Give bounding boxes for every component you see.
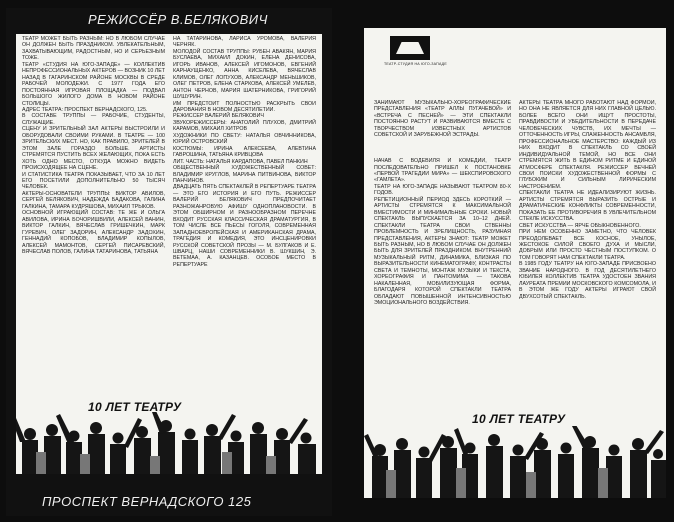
right-columns: [374, 100, 656, 440]
left-crowd-silhouette: [16, 412, 322, 474]
right-column-2: АКТЕРЫ ТЕАТРА МНОГО РАБОТАЮТ НАД ФОРМОЙ, НО ОНА НЕ ЯВЛЯЕТСЯ ДЛЯ НИХ ГЛАВНОЙ ЦЕЛЬЮ. БОЛЕЕ ВСЕГО ОНИ ИЩУТ ПРОСТОТЫ, ПРАВДИВОСТИ И УБЕДИТЕЛЬНОСТИ В ПЕРЕДАЧЕ ЧЕЛОВЕЧЕСКИХ ЧУВСТВ, ИХ МЕЧТЫ — ОТТОЧЕННОСТЬ ИГРЫ, СЛАЖЕННОСТЬ АНСАМБЛЯ, ПРОФЕССИОНАЛЬНОЕ МАСТЕРСТВО: КАЖДЫЙ ИЗ НИХ ВХОДИТ В СПЕКТАКЛЬ СО СВОЕЙ ИНДИВИДУАЛЬНОЙ ТЕМОЙ, НО ВСЕ ОНИ СТРЕМЯТСЯ ЖИТЬ В ЕДИНОМ РИТМЕ И ЕДИНОЙ АТМОСФЕРЕ СПЕКТАКЛЯ. РЕЖИССЕР ВЕЧНЕЙ СВОИ ПОИСКИ ХУДОЖЕСТВЕННОЙ ФОРМЫ С ГЛУБОКИМ И СИЛЬНЫМ ЛИРИЧЕСКИМ НАСТРОЕНИЕМ. СПЕКТАКЛИ ТЕАТРА НЕ ИДЕАЛИЗИРУЮТ ЖИЗНЬ. АРТИСТЫ СТРЕМЯТСЯ ВЫРАЗИТЬ ОСТРЫЕ И ДРАМАТИЧЕСКИЕ КОНФЛИКТЫ СОВРЕМЕННОСТИ, ПОКАЗАТЬ ЕЕ ПРОТИВОРЕЧИЯ В УВЛЕЧИТЕЛЬНОМ СТЕКЛЕ ИСКУССТВА. СВЕТ ИСКУССТВА — ЯРЧЕ ОБЫКНОВЕННОГО. ПРИ НЕМ ОСОБЕННО ЗАМЕТНО, ЧТО ЧЕЛОВЕК ПРЕОДОЛЕВАЕТ ВСЕ КОСНОЕ, УНЫЛОЕ, ЖЕСТОКОЕ СИЛОЙ СВОЕГО ДУХА И МЫСЛИ, ДОБРЫМ ИЛИ ПРОСТО ЧЕСТНЫМ ПОСТУПКОМ. О ТОМ ГОВОРЯТ НАМ СПЕКТАКЛИ ТЕАТРА. В 1985 ГОДУ ТЕАТРУ НА ЮГО-ЗАПАДЕ ПРИСВОЕНО ЗВАНИЕ НАРОДНОГО. В ГОД ДЕСЯТИЛЕТНЕГО ЮБИЛЕЯ КОЛЛЕКТИВ ТЕАТРА УДОСТОЕН ЗВАНИЯ ЛАУРЕАТА ПРЕМИИ МОСКОВСКОГО КОМСОМОЛА, И В ЭТОМ ЖЕ ГОДУ АКТЕРЫ ИГРАЮТ СВОЙ ДВУХСОТЫЙ СПЕКТАКЛЬ.: [519, 100, 656, 300]
left-column-2: НА ТАТАРИНОВА, ЛАРИСА УРОМОВА, ВАЛЕРИЯ ЧЕРНЯК. МОЛОДОЙ СОСТАВ ТРУППЫ: РУБЕН АВАКЯН, МАРИЯ БУСЛАЕВА, МИХАИЛ ДОКИН, ЕЛЕНА ДЕНИСОВА, ИГОРЬ ИВАНОВ, АЛЕКСЕЙ ИГОМОНОВ, ЕВГЕНИЙ КАРНАУЩЕНКО, АННА КИСЕЛЕВА, ВЯЧЕСЛАВ КЛИМОВ, ОЛЕГ ЛОПУХОВ, АЛЕКСАНДР МЕНЬШИКОВ, ОЛЕГ ПЕТРОВ, ЕЛЕНА СТАРКОВА, АЛЕКСЕЙ УМЕЛЕВ, АНТОН ЧЕРНОВ, МАРИЯ ШАТЕРНИКОВА, ГРИГОРИЙ ШУШУРИН. ИМ ПРЕДСТОИТ ПОЛНОСТЬЮ РАСКРЫТЬ СВОИ ДАРОВАНИЯ В НОВОМ ДЕСЯТИЛЕТИИ. РЕЖИССЕР ВАЛЕРИЙ БЕЛЯКОВИЧ ЗВУКОРЕЖИССЕРЫ: АНАТОЛИЙ ПЛУХОВ, ДМИТРИЙ КАРАМОВ, МИХАИЛ ХИТРОВ ХУДОЖНИКИ ПО СВЕТУ: НАТАЛЬЯ ОВЧИННИКОВА, ЮРИЙ ОСТРОВСКИЙ КОСТЮМЫ: ИРИНА АЛЕКСЕЕВА, АЛЕВТИНА ГАВРОШИНА, ТАТЬЯНА КРИВЦОВА ЛИТ. ЧАСТЬ: НАТАЛЬЯ КАРДАПОВА, ПАВЕЛ ПАНКИН ОБЩЕСТВЕННЫЙ ХУДОЖЕСТВЕННЫЙ СОВЕТ: ВЛАДИМИР КРУГЛОВ, МАРИНА ПИТВИНОВА, ВИКТОР ПАНЧИНОВ. ДВАДЦАТЬ ПЯТЬ СПЕКТАКЛЕЙ В РЕПЕРТУАРЕ ТЕАТРА — ЭТО ЕГО ИСТОРИЯ И ЕГО ПУТЬ. РЕЖИССЕР ВАЛЕРИЙ БЕЛЯКОВИЧ ПРЕДПОЧИТАЕТ РАЗНОЖАНРОВУЮ АФИШУ ОДНОПЛАНОВОСТИ. В ЭТОМ ОБШИРНОМ И РАЗНООБРАЗНОМ ПЕРЕЧНЕ ВХОДИТ РУССКАЯ КЛАССИЧЕСКАЯ ДРАМАТУРГИЯ, В ТОМ ЧИСЛЕ ВСЕ ПЬЕСЫ ГОГОЛЯ, СОВРЕМЕННАЯ ЗАПАДНОЕВРОПЕЙСКАЯ И АМЕРИКАНСКАЯ ДРАМА, ТРАГЕДИЯ И КОМЕДИЯ, ЭТО ИНСЦЕНИРОВКИ РУССКОЙ СОВЕТСКОЙ ПРОЗЫ — М. БУЛГАКОВ И Е. ШВАРЦ, НАШИ СОВРЕМЕННИКИ В. ШУКШИН, Э. ВЕТЕМАА, А. КАЗАНЦЕВ. ОСОБОЕ МЕСТО В РЕПЕРТУАРЕ: [173, 36, 316, 268]
logo-icon: [390, 36, 430, 60]
left-text-panel: [16, 34, 322, 474]
right-column-1: ЗАНИМАЮТ МУЗЫКАЛЬНО-ХОРЕОГРАФИЧЕСКИЕ ПРЕДСТАВЛЕНИЯ «ТЕАТР АЛЛЫ ПУГАЧЕВОЙ» И «ВСТРЕЧА С ПЕСНЕЙ» — ЭТИ СПЕКТАКЛИ ПОСТОЯННО РАСТУТ И РАЗВИВАЮТСЯ ВМЕСТЕ С ТВОРЧЕСТВОМ ИЗВЕСТНЫХ АРТИСТОВ СОВЕТСКОЙ И ЗАРУБЕЖНОЙ ЭСТРАДЫ. НАЧАВ С ВОДЕВИЛЯ И КОМЕДИИ, ТЕАТР ПОСЛЕДОВАТЕЛЬНО ПРИШЕЛ К ПОСТАНОВКЕ «ПЕРВОЙ ТРАГЕДИИ МИРА» — ШЕКСПИРОВСКОГО «ГАМЛЕТА». ТЕАТР НА ЮГО-ЗАПАДЕ НАЗЫВАЮТ ТЕАТРОМ 80-Х ГОДОВ. РЕПЕТИЦИОННЫЙ ПЕРИОД ЗДЕСЬ КОРОТКИЙ — АРТИСТЫ СТРЕМЯТСЯ К МАКСИМАЛЬНОЙ ВМЕСТИМОСТИ И МИНИМАЛЬНЫЕ СРОКИ. НОВЫЙ СПЕКТАКЛЬ ВЫПУСКАЕТСЯ ЗА 10–12 ДНЕЙ. СПЕКТАКЛИ ТЕАТРА СВОИ СТВЕННЫ ПРОБЛЕМНОСТЬ И ЗРЕЛИЩНОСТЬ, РАЗУМНАЯ ПРЕДСТАВЛЕНИЯ, АКТЕРЫ ЗНАЮТ: ТЕАТР МОЖЕТ БЫТЬ РАЗНЫМ, НО В ЛЮБОМ СЛУЧАЕ ОН ДОЛЖЕН БЫТЬ ДЛЯ ЗРИТЕЛЕЙ ПРАЗДНИКОМ. ВНУТРЕННИЙ МУЗЫКАЛЬНЫЙ РИТМ, ДИНАМИКА, БЛИЗКАЯ ПО ВЫРАЗИТЕЛЬНОСТИ КИНЕМАТОГРАФУ, КОНТРАСТЫ СВЕТА И ТЕМНОТЫ, МОНТАЖ МУЗЫКИ И ТЕКСТА, ХОРЕОГРАФИЯ И ПАНТОМИМА — ТАКОВА НАКАЛЕННАЯ, МОБИЛИЗУЮЩАЯ ФОРМА, БЛАГОДАРЯ КОТОРОЙ СПЕКТАКЛИ ТЕАТРА ОБЛАДАЮТ ПОВЫШЕННОЙ ИНТЕНСИВНОСТЬЮ ЭМОЦИОНАЛЬНОГО ВОЗДЕЙСТВИЯ.: [374, 100, 511, 307]
address-footer: ПРОСПЕКТ ВЕРНАДСКОГО 125: [42, 494, 252, 509]
left-page: [6, 8, 332, 516]
left-columns: [22, 36, 316, 396]
logo-caption: ТЕАТР-СТУДИЯ НА ЮГО-ЗАПАДЕ: [384, 62, 447, 66]
right-anniversary-banner: 10 ЛЕТ ТЕАТРУ: [472, 412, 566, 426]
right-page: [364, 28, 666, 498]
left-anniversary-banner: 10 ЛЕТ ТЕАТРУ: [88, 400, 182, 414]
director-heading: РЕЖИССЁР В.БЕЛЯКОВИЧ: [88, 12, 268, 27]
left-column-1: ТЕАТР МОЖЕТ БЫТЬ РАЗНЫМ: НО В ЛЮБОМ СЛУЧАЕ ОН ДОЛЖЕН БЫТЬ ПРАЗДНИКОМ. УВЛЕКАТЕЛЬНЫМ, ЗАХВАТЫВАЮЩИМ, РАДОСТНЫМ, НО И СЕРЬЕЗНЫМ ТОЖЕ. ТЕАТР «СТУДИЯ НА ЮГО-ЗАПАДЕ» — КОЛЛЕКТИВ НЕПРОФЕССИОНАЛЬНЫХ АКТЕРОВ — ВОЗНИК 10 ЛЕТ НАЗАД В ГАГАРИНСКОМ РАЙОНЕ МОСКВЫ В СРЕДЕ РАБОЧЕЙ МОЛОДЕЖИ. С 1977 ГОДА ЕГО ПОСТОЯННАЯ ИГРОВАЯ ПЛОЩАДКА — ПОДВАЛ БОЛЬШОГО ЖИЛОГО ДОМА В НОВОМ РАЙОНЕ СТОЛИЦЫ. АДРЕС ТЕАТРА: ПРОСПЕКТ ВЕРНАДСКОГО, 125. В СОСТАВЕ ТРУППЫ — РАБОЧИЕ, СТУДЕНТЫ, СЛУЖАЩИЕ. СЦЕНУ И ЗРИТЕЛЬНЫЙ ЗАЛ АКТЕРЫ ВЫСТРОИЛИ И ОБОРУДОВАЛИ СВОИМИ РУКАМИ. В ТЕАТРЕ — 100 ЗРИТЕЛЬСКИХ МЕСТ. НО, КАК ПРАВИЛО, ЗРИТЕЛЕЙ В ЭТОМ ЗАЛЕ ГОРАЗДО БОЛЬШЕ. АРТИСТЫ СТРЕМЯТСЯ ПУСТИТЬ ВСЕХ ЖЕЛАЮЩИХ, ПОКА ЕСТЬ ХОТЬ ОДНО МЕСТО, ОТКУДА МОЖНО ВИДЕТЬ ПРОИСХОДЯЩЕЕ НА СЦЕНЕ. И СТАТИСТИКА ТЕАТРА ПОКАЗЫВАЕТ, ЧТО ЗА 10 ЛЕТ ЕГО ПОСЕТИЛИ ДОПОЛНИТЕЛЬНО 50 ТЫСЯЧ ЧЕЛОВЕК. АКТЕРЫ-ОСНОВАТЕЛИ ТРУППЫ: ВИКТОР АВИЛОВ, СЕРГЕЙ БЕЛЯКОВИЧ, НАДЕЖДА БАДАКОВА, ГАЛИНА ГАЛКИНА, ТАМАРА КУДРЯШОВА, МИХАИЛ ТРЫКОВ. ОСНОВНОЙ ИГРАЮЩИЙ СОСТАВ: ТЕ ЖЕ И ОЛЬГА АВИЛОВА, ИРИНА БОЧОРИШВИЛИ, АЛЕКСЕЙ ВАНИН, ВИКТОР ГАЛКИН, ВЯЧЕСЛАВ ГРИШЕЧКИН, МАРК ГУРЕВИЧ, ОЛЕГ ЗАДОРИН, АЛЕКСАНДР ЗАДОХИН, ГЕННАДИЙ КОПОБОВ, ВЛАДИМИР КОПЫЛОВ, АЛЕКСЕЙ МАМОНТОВ, СЕРГЕЙ ПИСАРЕВСКИЙ, ВЯЧЕСЛАВ ПОЛОВ, ГАЛИНА ТАТАРИНОВА, ТАТЬЯНА: [22, 36, 165, 255]
theatre-logo: [384, 36, 447, 68]
right-crowd-silhouette: [364, 426, 666, 498]
